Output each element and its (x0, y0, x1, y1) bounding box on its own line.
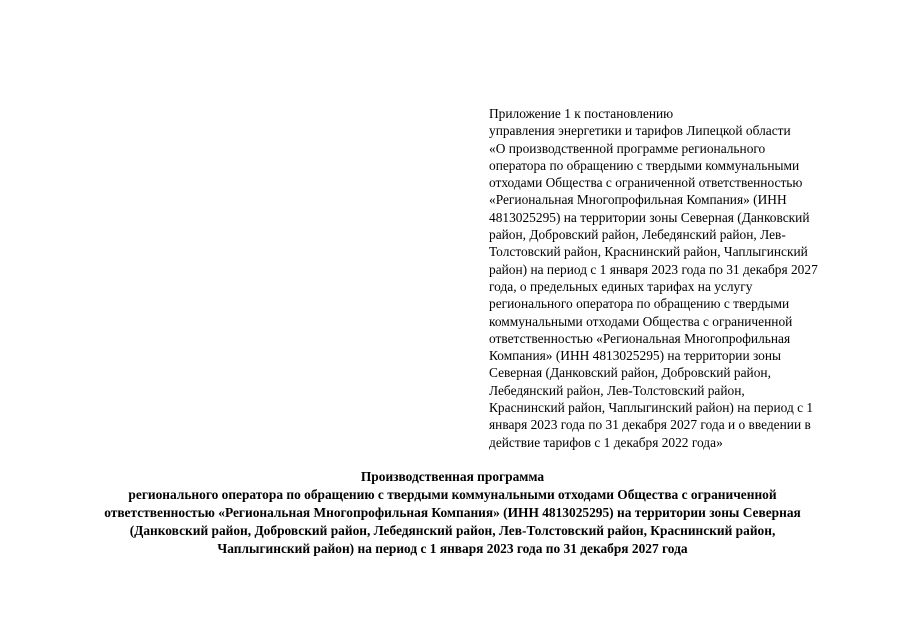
appendix-header (489, 105, 869, 451)
title-line: Чаплыгинский район) на период с 1 января 2023 года по 31 декабря 2027 года (217, 541, 688, 556)
appendix-line: Северная (Данковский район, Добровский район, (489, 365, 771, 381)
appendix-line: коммунальными отходами Общества с ограниченной (489, 313, 793, 329)
document-title (40, 468, 865, 558)
appendix-line: Компания» (ИНН 4813025295) на территории зоны (489, 348, 782, 364)
appendix-line: «О производственной программе регионального (489, 140, 766, 156)
appendix-line: ответственностью «Региональная Многопрофильная (489, 330, 791, 346)
appendix-line: район, Добровский район, Лебедянский район, Лев- (489, 227, 786, 243)
appendix-line: Лебедянский район, Лев-Толстовский район, (489, 382, 745, 398)
appendix-line: 4813025295) на территории зоны Северная (Данковский (489, 209, 810, 225)
title-line: регионального оператора по обращению с твердыми коммунальными отходами Общества с ограниченной (128, 487, 777, 502)
title-line: Производственная программа (360, 469, 545, 484)
appendix-line: регионального оператора по обращению с твердыми (489, 296, 790, 312)
appendix-line: года, о предельных единых тарифах на услугу (489, 278, 753, 294)
title-line: ответственностью «Региональная Многопрофильная Компания» (ИНН 4813025295) на территории зоны Северная (104, 505, 801, 520)
appendix-line: Краснинский район, Чаплыгинский район) на период с 1 (489, 400, 814, 416)
appendix-line: действие тарифов с 1 декабря 2022 года» (489, 434, 723, 450)
appendix-line: управления энергетики и тарифов Липецкой области (489, 123, 791, 139)
appendix-line: оператора по обращению с твердыми коммунальными (489, 157, 800, 173)
appendix-line: отходами Общества с ограниченной ответственностью (489, 175, 803, 191)
appendix-line: января 2023 года по 31 декабря 2027 года и о введении в (489, 417, 811, 433)
appendix-line: Толстовский район, Краснинский район, Чаплыгинский (489, 244, 808, 260)
title-line: (Данковский район, Добровский район, Лебедянский район, Лев-Толстовский район, Краснинский район, (129, 523, 776, 538)
appendix-line: «Региональная Многопрофильная Компания» (ИНН (489, 192, 787, 208)
appendix-line: район) на период с 1 января 2023 года по 31 декабря 2027 (489, 261, 818, 277)
appendix-line: Приложение 1 к постановлению (489, 106, 674, 121)
